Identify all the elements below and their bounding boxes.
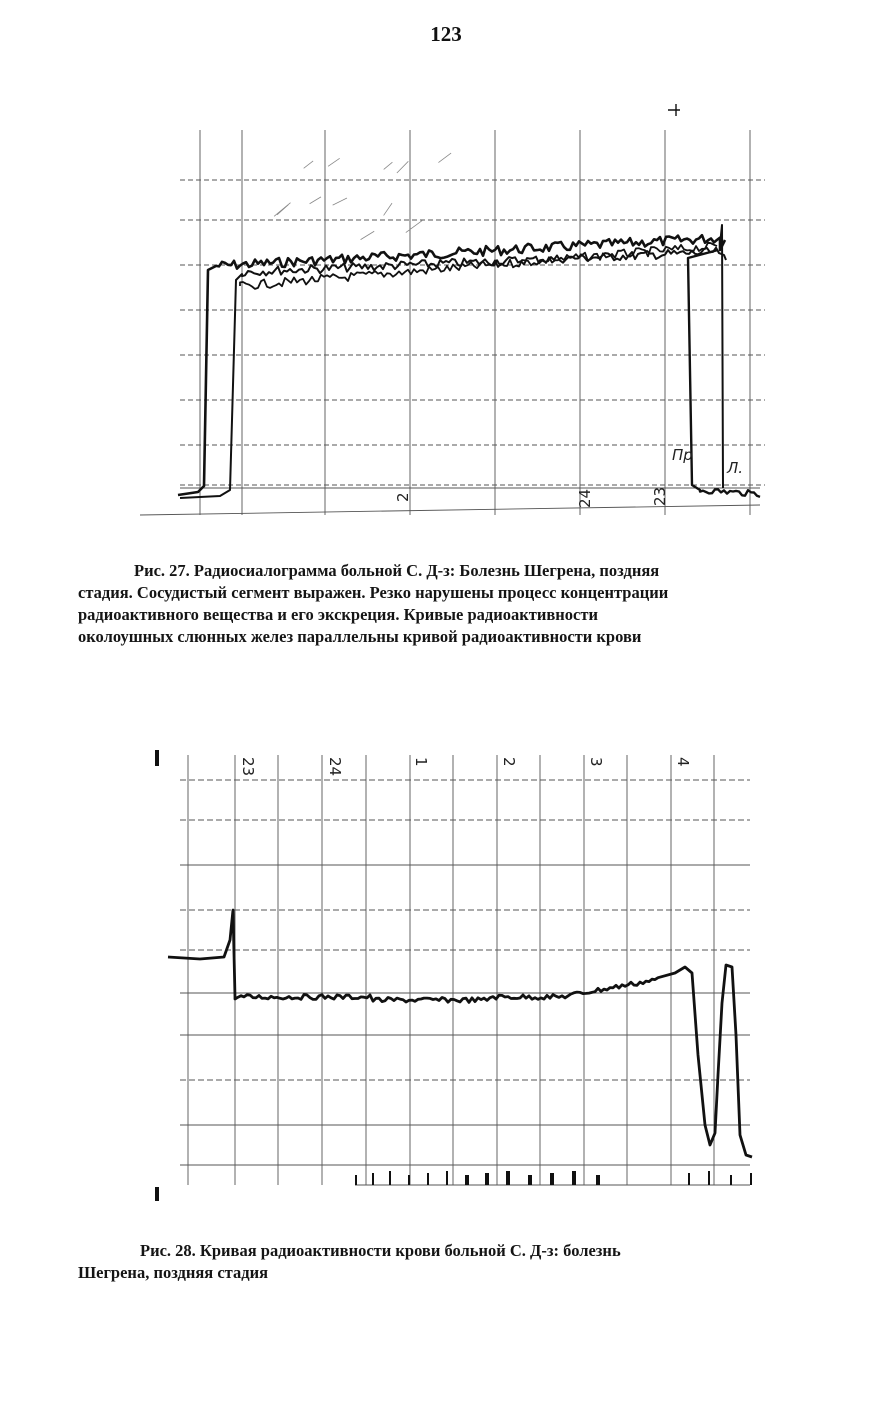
faint-mark (397, 161, 408, 173)
time-mark (427, 1173, 429, 1185)
figure-28-blood-curve (140, 735, 780, 1215)
time-mark (506, 1171, 510, 1185)
figure-27-caption (78, 560, 838, 648)
curve-right-gland (180, 248, 726, 498)
time-mark (528, 1175, 532, 1185)
tick-label-4: 4 (674, 757, 692, 767)
marker-label-right: Пр (672, 446, 693, 464)
tick-label-1: 1 (412, 757, 430, 767)
tick-label-23: 23 (651, 486, 669, 506)
time-mark (688, 1173, 690, 1185)
time-mark (730, 1175, 732, 1185)
blood-curve (168, 910, 752, 1157)
figure-28-caption (78, 1240, 838, 1284)
time-mark (389, 1171, 391, 1185)
faint-mark (333, 198, 347, 205)
caption-line: стадия. Сосудистый сегмент выражен. Резко нарушены процесс концентрации (78, 583, 669, 602)
time-marks (355, 1171, 752, 1185)
curves (178, 104, 760, 498)
caption-line: радиоактивного вещества и его экскреция. Кривые радиоактивности (78, 605, 598, 624)
tick-label-2: 2 (500, 757, 518, 767)
corner-marker (668, 104, 680, 116)
faint-mark (384, 162, 393, 169)
faint-mark (304, 161, 313, 168)
time-mark (485, 1173, 489, 1185)
caption-line: Рис. 27. Радиосиалограмма больной С. Д-з: Болезнь Шегрена, поздняя (134, 561, 660, 580)
faint-mark (310, 197, 321, 204)
time-mark (550, 1173, 554, 1185)
time-mark (408, 1175, 410, 1185)
faint-mark (384, 203, 392, 215)
curve-falloff (688, 250, 760, 497)
time-mark (750, 1173, 752, 1185)
curve-end-marker (720, 225, 723, 488)
time-mark (596, 1175, 600, 1185)
tick-label-2: 2 (394, 492, 412, 502)
tick-label-24: 24 (326, 757, 344, 777)
caption-line: Рис. 28. Кривая радиоактивности крови больной С. Д-з: болезнь (140, 1241, 621, 1260)
time-mark (465, 1175, 469, 1185)
tick-label-24: 24 (576, 488, 594, 508)
faint-mark (328, 158, 340, 166)
corner-mark-bottom (155, 1187, 159, 1201)
faint-mark (274, 203, 290, 217)
caption-line: Шегрена, поздняя стадия (78, 1263, 269, 1282)
marker-label-left: Л. (727, 459, 744, 477)
time-mark (708, 1171, 710, 1185)
faint-mark (361, 231, 375, 239)
tick-label-3: 3 (587, 757, 605, 767)
caption-line: околоушных слюнных желез параллельны кривой радиоактивности крови (78, 627, 642, 646)
faint-mark (438, 153, 451, 163)
page-number: 123 (430, 22, 462, 46)
blood-activity-curve (168, 910, 752, 1157)
figure-27-radiosialogram (120, 90, 780, 530)
time-mark (372, 1173, 374, 1185)
time-mark (572, 1171, 576, 1185)
faint-mark (406, 221, 422, 233)
tick-label-23: 23 (239, 757, 257, 777)
time-mark (355, 1175, 357, 1185)
time-mark (446, 1171, 448, 1185)
corner-mark-top (155, 750, 159, 766)
